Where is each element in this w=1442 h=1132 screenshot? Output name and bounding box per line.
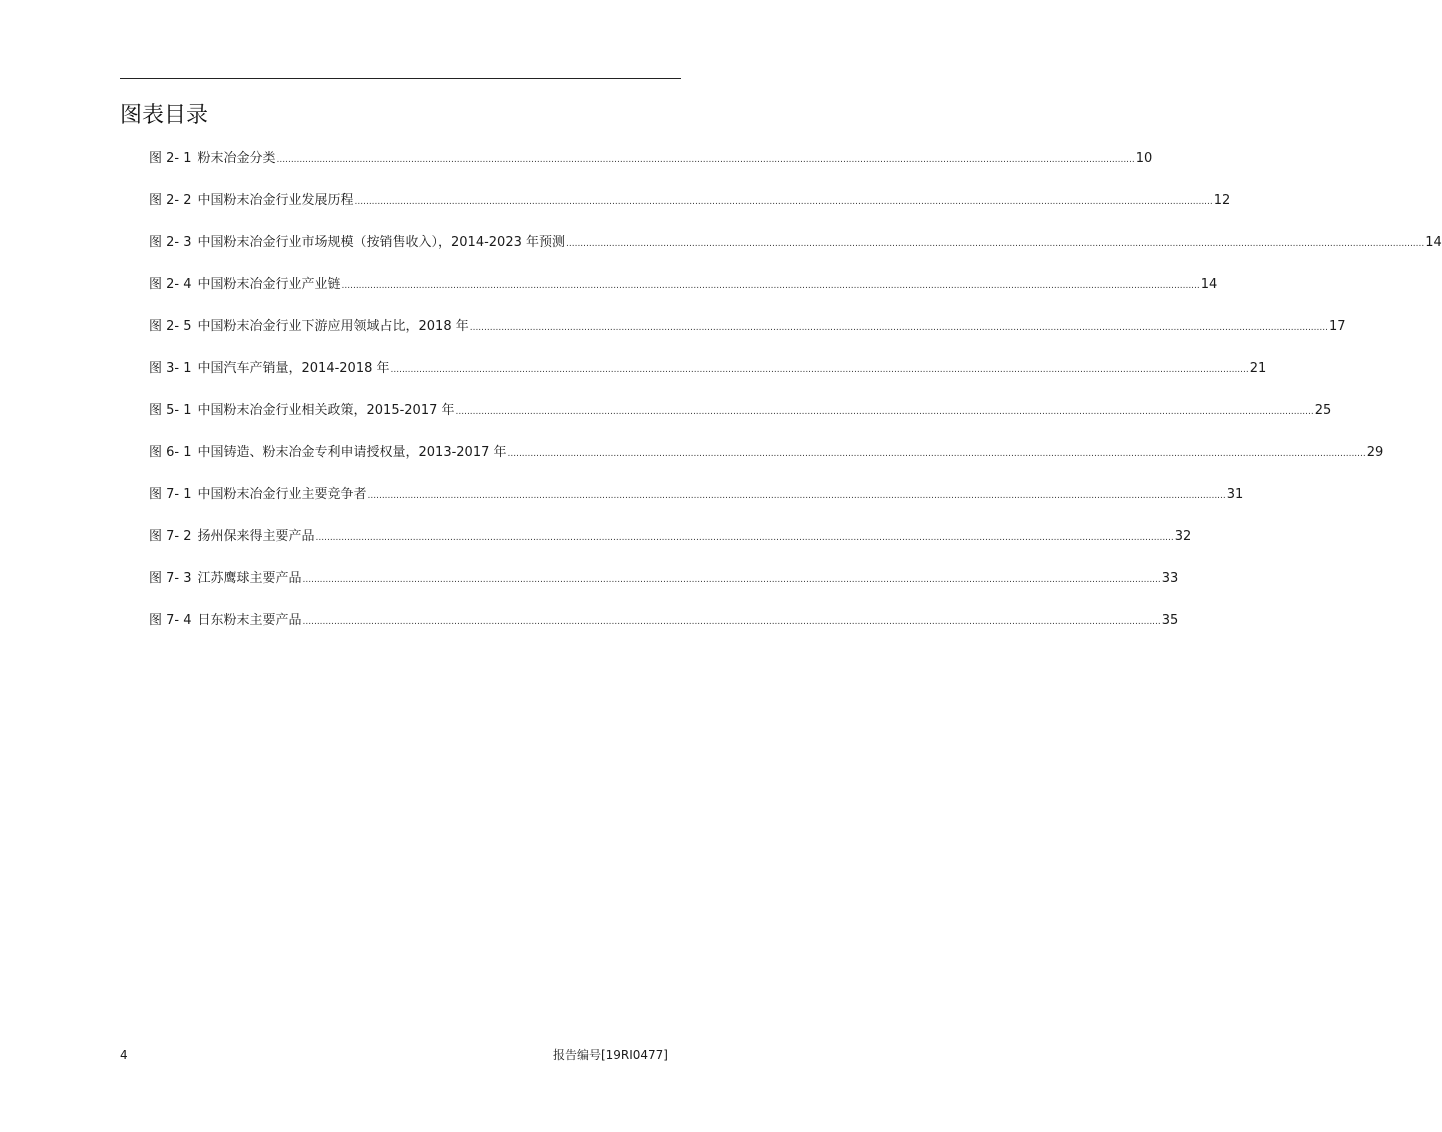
toc-leader-dots: ............................................................................................................................................................................................................................................................................................................: [507, 449, 1366, 459]
toc-entry-number: 图 2- 3: [149, 235, 192, 250]
toc-entry-title: 中国粉末冶金行业下游应用领域占比，2018 年: [197, 319, 469, 334]
toc-entry-label: [149, 485, 367, 505]
toc-entry[interactable]: [149, 401, 1332, 443]
toc-entry[interactable]: [149, 485, 1244, 527]
toc-entry-number: 图 7- 1: [149, 487, 192, 502]
toc-entry-label: [149, 569, 302, 589]
toc-entry-title: 江苏鹰球主要产品: [197, 571, 302, 586]
toc-entry-page: 35: [1161, 613, 1179, 628]
toc-entry-label: [149, 443, 507, 463]
toc-entry-number: 图 6- 1: [149, 445, 192, 460]
toc-entry[interactable]: [149, 359, 1267, 401]
toc-entry-label: [149, 275, 341, 295]
page-title: 图表目录: [120, 103, 209, 128]
toc-entry-page: 25: [1314, 403, 1332, 418]
toc-entry-label: [149, 527, 315, 547]
toc-entry-page: 21: [1249, 361, 1267, 376]
toc-entry-page: 14: [1200, 277, 1218, 292]
toc-entry[interactable]: [149, 569, 1179, 611]
toc-leader-dots: ............................................................................................................................................................................................................................................................................................................: [354, 197, 1213, 207]
toc-entry-label: [149, 611, 302, 631]
toc-list: [149, 149, 1442, 653]
toc-entry-page: 10: [1135, 151, 1153, 166]
toc-leader-dots: ............................................................................................................................................................................................................................................................................................................: [469, 323, 1328, 333]
toc-entry[interactable]: [149, 149, 1153, 191]
toc-entry[interactable]: [149, 233, 1442, 275]
toc-entry-title: 中国粉末冶金行业主要竞争者: [197, 487, 367, 502]
toc-entry-page: 14: [1425, 235, 1442, 250]
toc-entry-title: 中国铸造、粉末冶金专利申请授权量，2013-2017 年: [197, 445, 507, 460]
toc-entry[interactable]: [149, 317, 1346, 359]
toc-entry-page: 12: [1213, 193, 1231, 208]
toc-entry-title: 中国粉末冶金行业产业链: [197, 277, 341, 292]
toc-entry-number: 图 7- 2: [149, 529, 192, 544]
toc-entry-number: 图 7- 3: [149, 571, 192, 586]
toc-entry-title: 日东粉末主要产品: [197, 613, 302, 628]
toc-entry-title: 中国粉末冶金行业市场规模（按销售收入），2014-2023 年预测: [197, 235, 565, 250]
toc-entry-page: 32: [1174, 529, 1192, 544]
header-rule: [120, 78, 681, 79]
toc-entry-label: [149, 191, 354, 211]
toc-leader-dots: ............................................................................................................................................................................................................................................................................................................: [455, 407, 1314, 417]
toc-entry-number: 图 2- 2: [149, 193, 192, 208]
toc-entry-label: [149, 317, 469, 337]
toc-entry-label: [149, 149, 276, 169]
report-code: 报告编号[19RI0477]: [552, 1048, 668, 1062]
toc-leader-dots: ............................................................................................................................................................................................................................................................................................................: [302, 617, 1161, 627]
toc-entry-page: 17: [1328, 319, 1346, 334]
toc-leader-dots: ............................................................................................................................................................................................................................................................................................................: [390, 365, 1249, 375]
toc-entry-page: 29: [1366, 445, 1384, 460]
toc-entry-title: 粉末冶金分类: [197, 151, 276, 166]
toc-entry-number: 图 7- 4: [149, 613, 192, 628]
toc-entry-number: 图 2- 1: [149, 151, 192, 166]
toc-entry-label: [149, 401, 455, 421]
toc-entry-number: 图 2- 5: [149, 319, 192, 334]
toc-entry-title: 中国粉末冶金行业相关政策，2015-2017 年: [197, 403, 455, 418]
toc-entry[interactable]: [149, 527, 1192, 569]
toc-leader-dots: ............................................................................................................................................................................................................................................................................................................: [341, 281, 1200, 291]
toc-leader-dots: ............................................................................................................................................................................................................................................................................................................: [566, 239, 1425, 249]
toc-leader-dots: ............................................................................................................................................................................................................................................................................................................: [302, 575, 1161, 585]
toc-entry-page: 33: [1161, 571, 1179, 586]
toc-entry[interactable]: [149, 275, 1218, 317]
toc-entry-number: 图 5- 1: [149, 403, 192, 418]
toc-entry-title: 中国汽车产销量，2014-2018 年: [197, 361, 390, 376]
toc-entry-title: 扬州保来得主要产品: [197, 529, 315, 544]
toc-entry[interactable]: [149, 611, 1179, 653]
toc-entry-page: 31: [1226, 487, 1244, 502]
page-number: 4: [120, 1048, 128, 1062]
toc-leader-dots: ............................................................................................................................................................................................................................................................................................................: [276, 155, 1135, 165]
toc-entry[interactable]: [149, 443, 1384, 485]
toc-entry-label: [149, 233, 565, 253]
toc-entry-number: 图 3- 1: [149, 361, 192, 376]
toc-leader-dots: ............................................................................................................................................................................................................................................................................................................: [315, 533, 1174, 543]
toc-entry[interactable]: [149, 191, 1231, 233]
toc-leader-dots: ............................................................................................................................................................................................................................................................................................................: [367, 491, 1226, 501]
toc-entry-label: [149, 359, 390, 379]
toc-entry-title: 中国粉末冶金行业发展历程: [197, 193, 354, 208]
toc-entry-number: 图 2- 4: [149, 277, 192, 292]
